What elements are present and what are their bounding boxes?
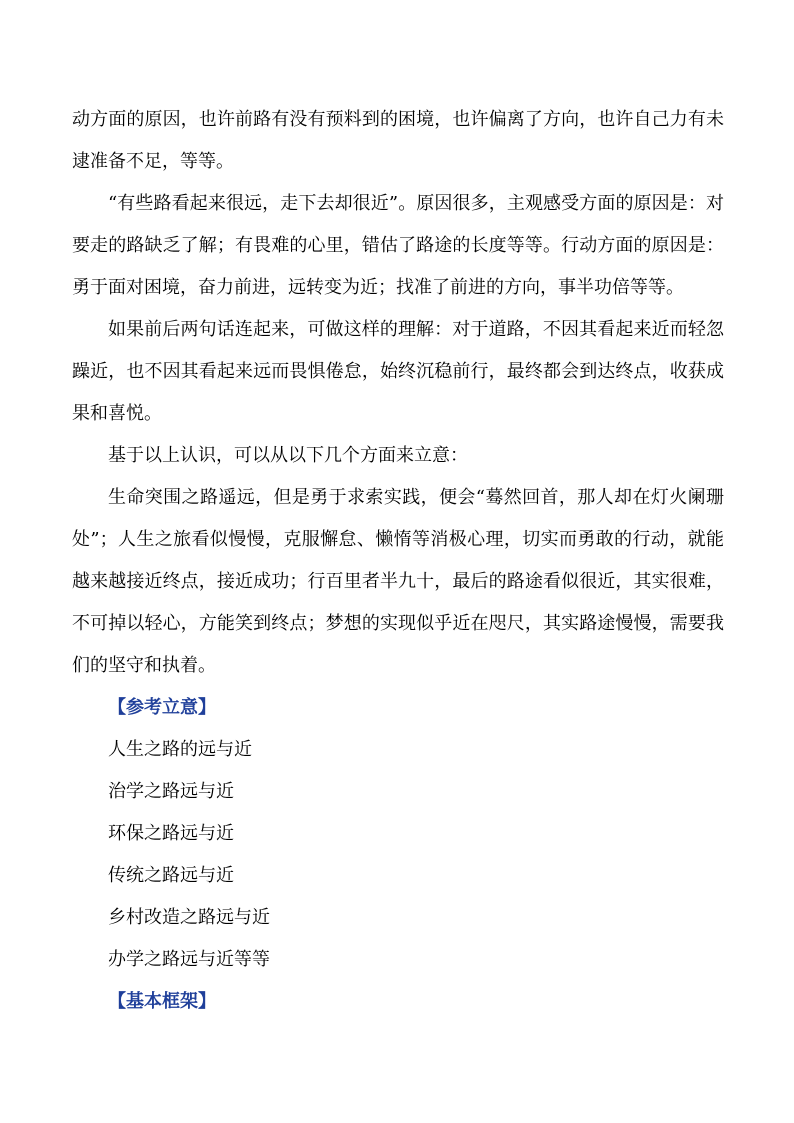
paragraph-ideas-detail: 生命突围之路遥远，但是勇于求索实践，便会“蓦然回首，那人却在灯火阑珊处”；人生之旅看似慢慢，克服懈怠、懒惰等消极心理，切实而勇敢的行动，就能越来越接近终点，接近成功；行百里者半九十，最后的路途看似很近，其实很难，不可掉以轻心，方能笑到终点；梦想的实现似乎近在咫尺，其实路途慢慢，需要我们的坚守和执着。 bbox=[72, 487, 724, 676]
framework-heading: 【基本框架】 bbox=[108, 991, 216, 1012]
reference-item: 治学之路远与近 bbox=[108, 781, 234, 802]
document-body bbox=[72, 99, 724, 1023]
reference-item: 人生之路的远与近 bbox=[108, 739, 252, 760]
paragraph-intro-ideas: 基于以上认识，可以从以下几个方面来立意： bbox=[108, 445, 468, 466]
reference-item: 环保之路远与近 bbox=[108, 823, 234, 844]
paragraph-analysis-near: “有些路看起来很远，走下去却很近”。原因很多，主观感受方面的原因是：对要走的路缺乏了解；有畏难的心里，错估了路途的长度等等。行动方面的原因是：勇于面对困境，奋力前进，远转变为近；找准了前进的方向，事半功倍等等。 bbox=[72, 193, 724, 298]
paragraph-continuation: 动方面的原因，也许前路有没有预料到的困境，也许偏离了方向，也许自己力有未逮准备不足，等等。 bbox=[72, 109, 724, 172]
reference-heading: 【参考立意】 bbox=[108, 697, 216, 718]
paragraph-combined-understanding: 如果前后两句话连起来，可做这样的理解：对于道路，不因其看起来近而轻忽躁近，也不因其看起来远而畏惧倦怠，始终沉稳前行，最终都会到达终点，收获成果和喜悦。 bbox=[72, 319, 724, 424]
reference-item: 办学之路远与近等等 bbox=[108, 949, 270, 970]
reference-item: 传统之路远与近 bbox=[108, 865, 234, 886]
reference-item: 乡村改造之路远与近 bbox=[108, 907, 270, 928]
